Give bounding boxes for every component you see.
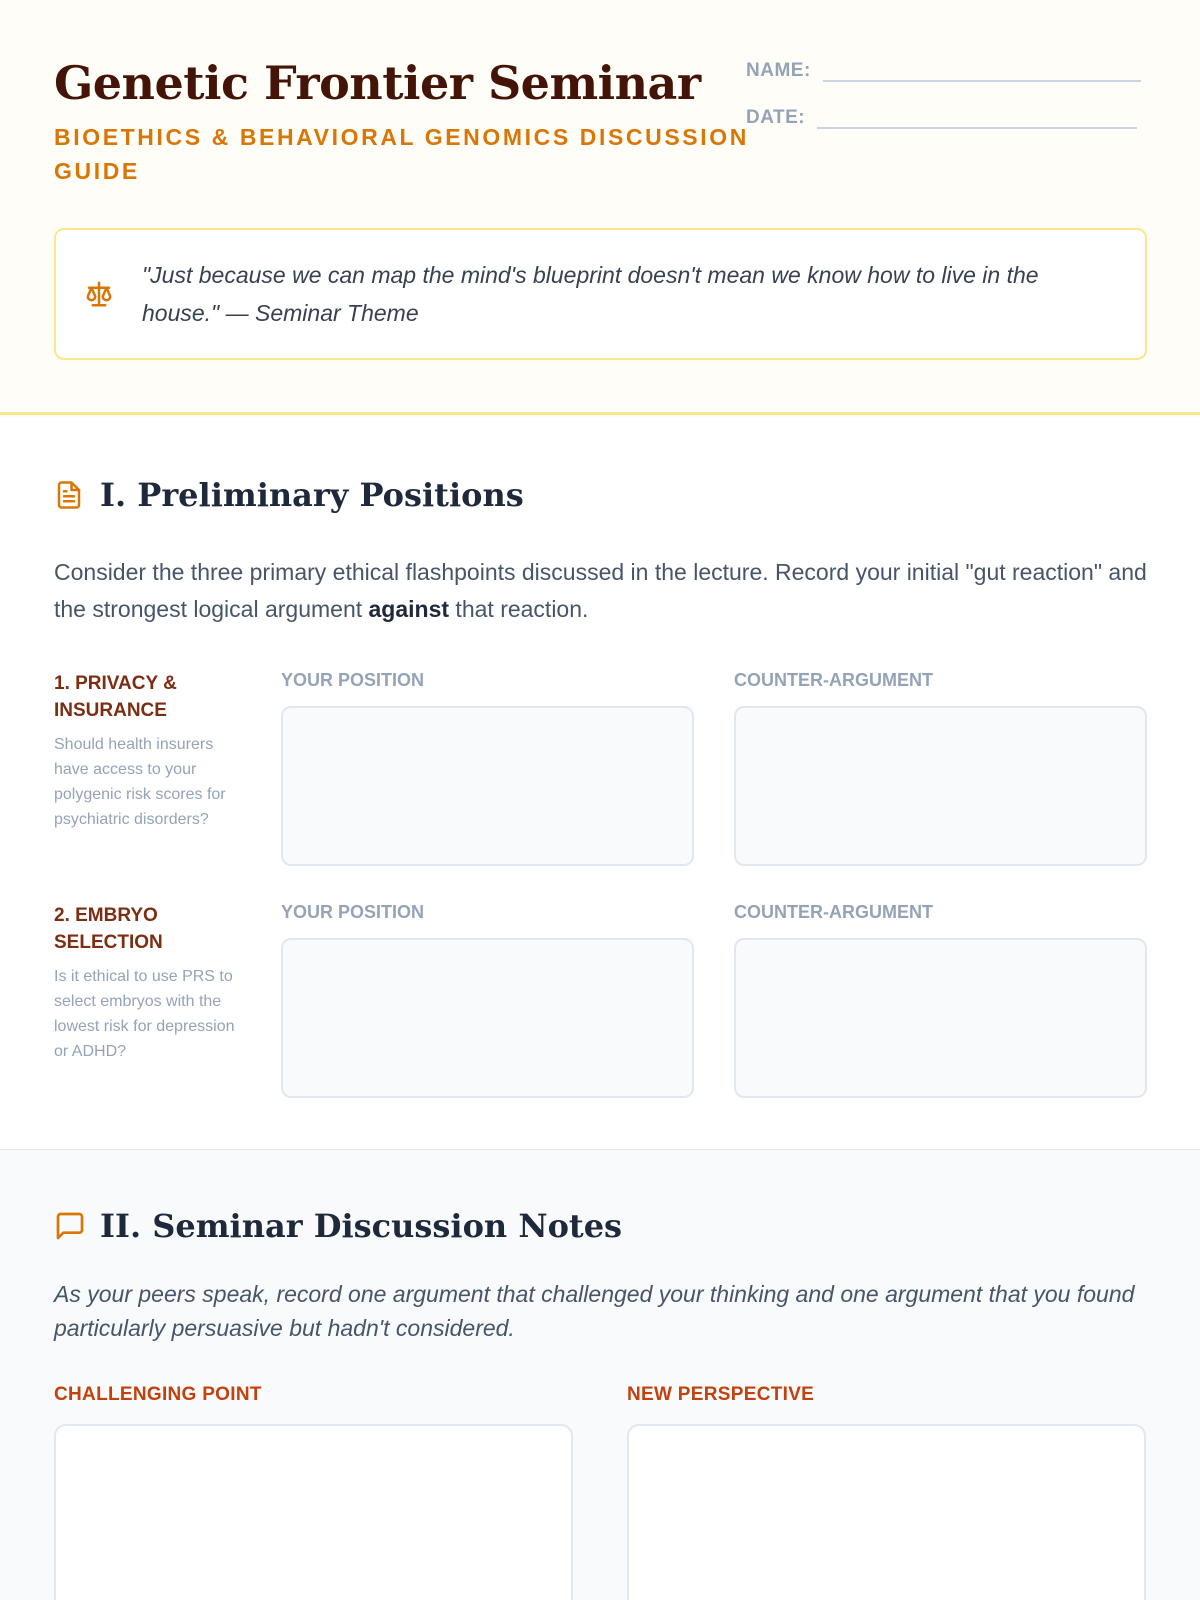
your-position-input[interactable] xyxy=(281,706,694,866)
new-perspective-label: NEW PERSPECTIVE xyxy=(627,1384,815,1405)
topic-row-embryo xyxy=(54,902,1147,1122)
new-perspective-input[interactable] xyxy=(627,1424,1146,1600)
document-icon xyxy=(54,478,88,512)
page-title: Genetic Frontier Seminar xyxy=(54,56,701,110)
name-label: NAME: xyxy=(746,60,811,81)
topic-heading: 2. EMBRYO SELECTION xyxy=(54,905,163,953)
worksheet-header xyxy=(0,0,1200,415)
topic-description: Is it ethical to use PRS to select embryos with the lowest risk for depression or ADHD? xyxy=(54,968,235,1060)
intro-emphasis: against xyxy=(368,596,450,622)
intro-text-start: Consider the three primary ethical flashpoints discussed in the lecture. Record your initial "gut reaction" and the strongest logical argument xyxy=(54,559,1147,622)
section-two-heading xyxy=(54,1207,622,1245)
your-position-input[interactable] xyxy=(281,938,694,1098)
your-position-label: YOUR POSITION xyxy=(281,902,425,922)
counter-argument-input[interactable] xyxy=(734,938,1147,1098)
name-input-line[interactable] xyxy=(823,58,1141,82)
section-two-intro: As your peers speak, record one argument that challenged your thinking and one argument that you found particularly persuasive but hadn't considered. xyxy=(54,1281,1135,1341)
counter-argument-input[interactable] xyxy=(734,706,1147,866)
section-one-heading xyxy=(54,476,524,514)
topic-row-privacy xyxy=(54,670,1147,890)
page-subtitle: BIOETHICS & BEHAVIORAL GENOMICS DISCUSSION GUIDE xyxy=(54,124,749,184)
preliminary-positions-section xyxy=(0,418,1200,1150)
chat-bubble-icon xyxy=(54,1209,88,1243)
topic-description: Should health insurers have access to your polygenic risk scores for psychiatric disorders? xyxy=(54,736,226,828)
section-one-intro xyxy=(54,554,1154,628)
challenging-point-label: CHALLENGING POINT xyxy=(54,1384,262,1405)
intro-text-end: that reaction. xyxy=(449,596,589,622)
scale-icon xyxy=(56,279,142,309)
date-input-line[interactable] xyxy=(817,105,1137,129)
section-two-title: II. Seminar Discussion Notes xyxy=(100,1207,623,1245)
name-field xyxy=(746,58,1141,82)
challenging-point-input[interactable] xyxy=(54,1424,573,1600)
section-one-title: I. Preliminary Positions xyxy=(100,476,524,514)
discussion-notes-section xyxy=(0,1151,1200,1600)
date-field xyxy=(746,105,1137,129)
date-label: DATE: xyxy=(746,107,806,128)
theme-quote-text: "Just because we can map the mind's blueprint doesn't mean we know how to live in the house." — Seminar Theme xyxy=(142,262,1039,326)
topic-heading: 1. PRIVACY & INSURANCE xyxy=(54,673,177,721)
counter-argument-label: COUNTER-ARGUMENT xyxy=(734,670,933,690)
theme-quote-box xyxy=(54,228,1147,360)
counter-argument-label: COUNTER-ARGUMENT xyxy=(734,902,933,922)
your-position-label: YOUR POSITION xyxy=(281,670,425,690)
